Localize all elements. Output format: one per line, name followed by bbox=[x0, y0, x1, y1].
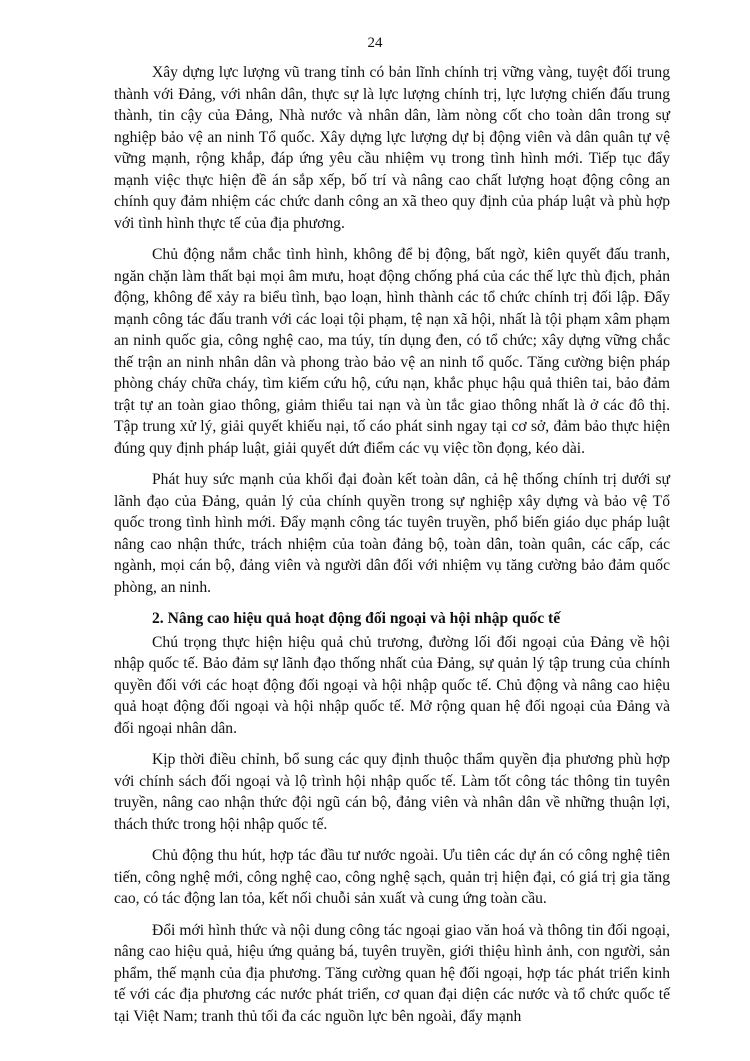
section-heading: 2. Nâng cao hiệu quả hoạt động đối ngoại và hội nhập quốc tế bbox=[152, 610, 561, 627]
paragraph-national-unity: Phát huy sức mạnh của khối đại đoàn kết toàn dân, cả hệ thống chính trị dưới sự lãnh đạo của Đảng, quản lý của chính quyền trong sự nghiệp xây dựng và bảo vệ Tổ quốc trong tình hình mới. Đẩy mạnh công tác tuyên truyền, phổ biến giáo dục pháp luật nâng cao nhận thức, trách nhiệm của toàn đảng bộ, toàn dân, toàn quân, các cấp, các ngành, mọi cán bộ, đảng viên và người dân đối với nhiệm vụ tăng cường bảo đảm quốc phòng, an ninh. bbox=[114, 471, 670, 596]
page-number: 24 bbox=[367, 35, 383, 51]
paragraph-regulation-adjustment: Kịp thời điều chỉnh, bổ sung các quy định thuộc thẩm quyền địa phương phù hợp với chính sách đối ngoại và lộ trình hội nhập quốc tế. Làm tốt công tác thông tin tuyên truyền, nâng cao nhận thức đội ngũ cán bộ, đảng viên và nhân dân về những thuận lợi, thách thức trong hội nhập quốc tế. bbox=[114, 751, 670, 833]
paragraph-security-situation: Chủ động nắm chắc tình hình, không để bị động, bất ngờ, kiên quyết đấu tranh, ngăn chặn làm thất bại mọi âm mưu, hoạt động chống phá của các thế lực thù địch, phản động, không để xảy ra biểu tình, bạo loạn, hình thành các tổ chức chính trị đối lập. Đẩy mạnh công tác đấu tranh với các loại tội phạm, tệ nạn xã hội, nhất là tội phạm xâm phạm an ninh quốc gia, công nghệ cao, ma túy, tín dụng đen, có tổ chức; xây dựng vững chắc thế trận an ninh nhân dân và phong trào bảo vệ an ninh tổ quốc. Tăng cường biện pháp phòng cháy chữa cháy, tìm kiếm cứu hộ, cứu nạn, khắc phục hậu quả thiên tai, bảo đảm trật tự an toàn giao thông, giảm thiểu tai nạn và ùn tắc giao thông nhất là ở các đô thị. Tập trung xử lý, giải quyết khiếu nại, tố cáo phát sinh ngay tại cơ sở, đảm bảo thực hiện đúng quy định pháp luật, giải quyết dứt điểm các vụ việc tồn đọng, kéo dài. bbox=[114, 246, 670, 457]
paragraph-armed-forces: Xây dựng lực lượng vũ trang tỉnh có bản lĩnh chính trị vững vàng, tuyệt đối trung thành với Đảng, với nhân dân, thực sự là lực lượng chính trị, lực lượng chiến đấu trung thành, tin cậy của Đảng, Nhà nước và nhân dân, làm nòng cốt cho toàn dân trong sự nghiệp bảo vệ an ninh Tổ quốc. Xây dựng lực lượng dự bị động viên và dân quân tự vệ vững mạnh, rộng khắp, đáp ứng yêu cầu nhiệm vụ trong tình hình mới. Tiếp tục đẩy mạnh việc thực hiện đề án sắp xếp, bố trí và nâng cao chất lượng hoạt động công an chính quy đảm nhiệm các chức danh công an xã theo quy định của pháp luật và phù hợp với tình hình thực tế của địa phương. bbox=[114, 64, 670, 232]
paragraph-foreign-investment: Chủ động thu hút, hợp tác đầu tư nước ngoài. Ưu tiên các dự án có công nghệ tiên tiến, công nghệ mới, công nghệ cao, công nghệ sạch, quản trị hiện đại, có giá trị gia tăng cao, có tác động lan tỏa, kết nối chuỗi sản xuất và cung ứng toàn cầu. bbox=[114, 847, 670, 907]
paragraph-foreign-policy: Chú trọng thực hiện hiệu quả chủ trương, đường lối đối ngoại của Đảng về hội nhập quốc tế. Bảo đảm sự lãnh đạo thống nhất của Đảng, sự quản lý tập trung của chính quyền đối với các hoạt động đối ngoại và hội nhập quốc tế. Chủ động và nâng cao hiệu quả hoạt động đối ngoại và hội nhập quốc tế. Mở rộng quan hệ đối ngoại của Đảng và đối ngoại nhân dân. bbox=[114, 633, 670, 737]
paragraph-cultural-diplomacy: Đổi mới hình thức và nội dung công tác ngoại giao văn hoá và thông tin đối ngoại, nâng cao hiệu quả, hiệu ứng quảng bá, tuyên truyền, giới thiệu hình ảnh, con người, sản phẩm, thế mạnh của địa phương. Tăng cường quan hệ đối ngoại, hợp tác phát triển kinh tế với các địa phương các nước phát triển, cơ quan đại diện các nước và tổ chức quốc tế tại Việt Nam; tranh thủ tối đa các nguồn lực bên ngoài, đẩy mạnh bbox=[114, 921, 670, 1025]
page-body bbox=[114, 62, 670, 1037]
